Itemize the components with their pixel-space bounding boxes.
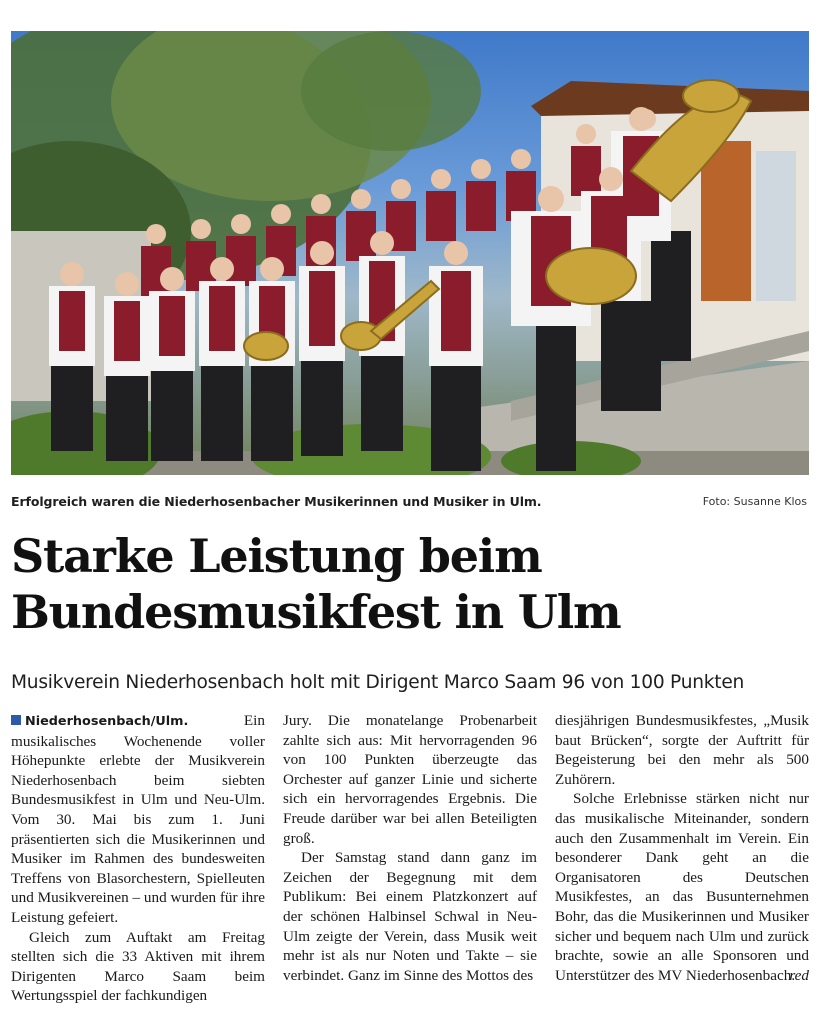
paragraph: Solche Erlebnisse stärken nicht nur das musikalische Miteinander, sondern auch den Zusammenhalt im Verein. Ein besonderer Dank geht an die Organisatoren des Deutschen Musikfestes, an das Busunternehmen Bohr, das die Musikerinnen und Musiker sicher und bequem nach Ulm und zurück brachte, sowie an alle Sponsoren und Unterstützer des MV Niederhosenbach. [555, 790, 809, 984]
paragraph: Gleich zum Auftakt am Freitag stellten sich die 33 Aktiven mit ihrem Dirigenten Marco Saam beim Wertungsspiel der fachkundigen [11, 928, 265, 1005]
subheadline: Musikverein Niederhosenbach holt mit Dirigent Marco Saam 96 von 100 Punkten [11, 672, 745, 693]
paragraph: Der Samstag stand dann ganz im Zeichen der Begegnung mit dem Publikum: Bei einem Platzkonzert auf der schönen Halbinsel Schwal in Neu-Ulm zeigte der Verein, dass Musik weit mehr ist als nur Noten und Takte – sie verbindet. Ganz im Sinne des Mottos des [283, 849, 537, 984]
headline-line-1: Starke Leistung beim [11, 529, 542, 583]
paragraph: diesjährigen Bundesmusikfestes, „Musik baut Brücken“, sorgte der Auftritt für Begeisterung bei den mehr als 500 Zuhörern. [555, 712, 809, 788]
photo-credit: Foto: Susanne Klos [702, 495, 807, 508]
headline [11, 528, 809, 640]
article-body [11, 711, 809, 1011]
article-column-3 [555, 711, 809, 1011]
photo-caption [11, 494, 809, 514]
headline-line-2: Bundesmusikfest in Ulm [11, 585, 621, 639]
dateline: Niederhosenbach/Ulm. [25, 714, 189, 729]
paragraph: Jury. Die monatelange Probenarbeit zahlte sich aus: Mit hervorragenden 96 von 100 Punkten überzeugte das Orchester auf ganzer Linie und sicherte sich ein hervorragendes Ergebnis. Die Freude darüber war bei allen Beteiligten groß. [283, 712, 537, 847]
article-column-1 [11, 711, 265, 1011]
paragraph-text: Ein musikalisches Wochenende voller Höhepunkte erlebte der Musikverein Niederhosenbach beim siebten Bundesmusikfest in Ulm und Neu-Ulm. Vom 30. Mai bis zum 1. Juni präsentierten sich die Musikerinnen und Musiker im Rahmen des bundesweiten Treffens von Blasorchestern, Spielleuten und Musikvereinen – und wurden für ihre Leistung gefeiert. [11, 712, 265, 926]
band-photo-illustration [11, 31, 809, 475]
section-marker-icon [11, 715, 21, 725]
caption-text: Erfolgreich waren die Niederhosenbacher Musikerinnen und Musiker in Ulm. [11, 494, 542, 509]
article-column-2 [283, 711, 537, 1011]
band-group-photo [11, 31, 809, 475]
author-signature: red [789, 966, 809, 984]
paragraph [11, 711, 265, 928]
